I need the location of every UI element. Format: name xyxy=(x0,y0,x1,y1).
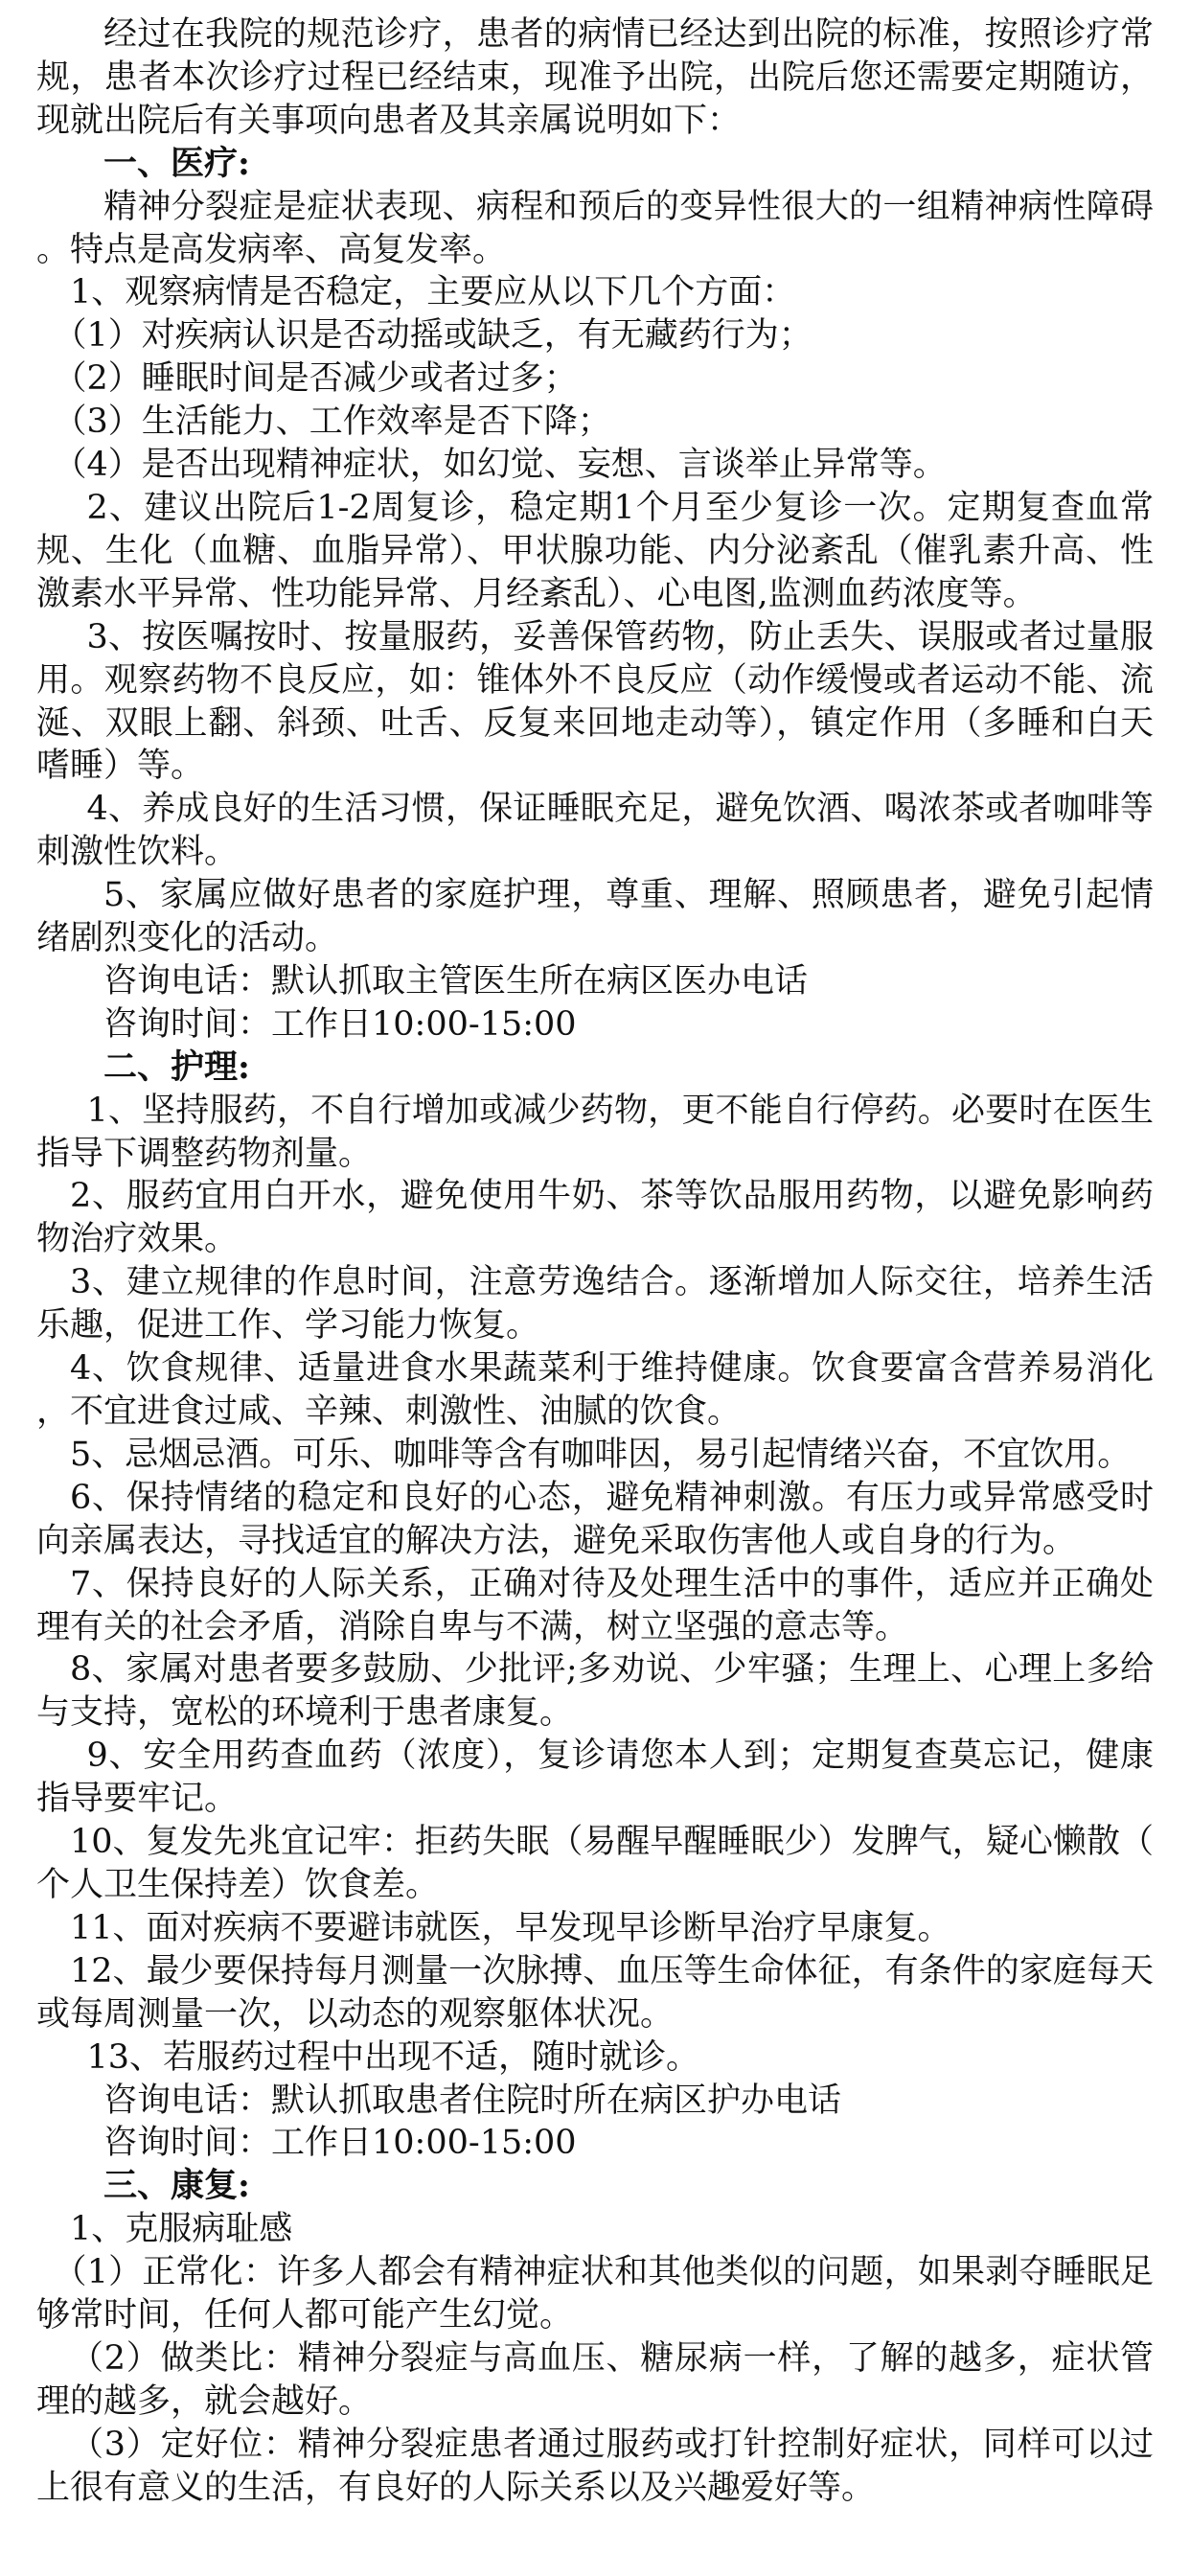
paragraph: 2、服药宜用白开水，避免使用牛奶、茶等饮品服用药物，以避免影响药物治疗效果。 xyxy=(36,1177,1154,1259)
paragraph: 9、安全用药查血药（浓度），复诊请您本人到；定期复查莫忘记，健康指导要牢记。 xyxy=(36,1736,1154,1819)
paragraph: 1、克服病耻感 xyxy=(70,2210,293,2249)
paragraph: 12、最少要保持每月测量一次脉搏、血压等生命体征，有条件的家庭每天或每周测量一次，以动态的观察躯体状况。 xyxy=(36,1951,1154,2034)
paragraph: 13、若服药过程中出现不适，随时就诊。 xyxy=(86,2037,700,2077)
section-heading-rehabilitation: 三、康复: xyxy=(103,2166,250,2206)
paragraph: （4）是否出现精神症状，如幻觉、妄想、言谈举止异常等。 xyxy=(53,446,947,485)
consult-phone: 咨询电话：默认抓取主管医生所在病区医办电话 xyxy=(103,961,809,1000)
paragraph: （2）睡眠时间是否减少或者过多； xyxy=(53,359,578,399)
intro-paragraph: 经过在我院的规范诊疗，患者的病情已经达到出院的标准，按照诊疗常规，患者本次诊疗过程已经结束，现准予出院，出院后您还需要定期随访，现就出院后有关事项向患者及其亲属说明如下： xyxy=(36,15,1154,140)
paragraph: 7、保持良好的人际关系，正确对待及处理生活中的事件，适应并正确处理有关的社会矛盾，消除自卑与不满，树立坚强的意志等。 xyxy=(36,1564,1154,1646)
paragraph: 1、观察病情是否稳定，主要应从以下几个方面： xyxy=(70,273,796,312)
paragraph: 10、复发先兆宜记牢：拒药失眠（易醒早醒睡眠少）发脾气，疑心懒散（个人卫生保持差）饮食差。 xyxy=(36,1823,1154,1904)
paragraph: 5、忌烟忌酒。可乐、咖啡等含有咖啡因，易引起情绪兴奋，不宜饮用。 xyxy=(70,1435,1132,1474)
paragraph: 4、饮食规律、适量进食水果蔬菜利于维持健康。饮食要富含营养易消化，不宜进食过咸、辛辣、刺激性、油腻的饮食。 xyxy=(36,1349,1154,1431)
consult-phone: 咨询电话：默认抓取患者住院时所在病区护办电话 xyxy=(103,2081,842,2120)
paragraph: 3、建立规律的作息时间，注意劳逸结合。逐渐增加人际交往，培养生活乐趣，促进工作、学习能力恢复。 xyxy=(36,1263,1154,1346)
paragraph: 11、面对疾病不要避讳就医，早发现早诊断早治疗早康复。 xyxy=(70,1908,951,1947)
paragraph: （3）生活能力、工作效率是否下降； xyxy=(53,402,611,442)
paragraph: 1、坚持服药，不自行增加或减少药物，更不能自行停药。必要时在医生指导下调整药物剂量。 xyxy=(36,1091,1154,1173)
paragraph: 精神分裂症是症状表现、病程和预后的变异性很大的一组精神病性障碍。特点是高发病率、高复发率。 xyxy=(36,187,1154,269)
consult-time: 咨询时间：工作日10:00-15:00 xyxy=(103,1004,577,1044)
paragraph: 4、养成良好的生活习惯，保证睡眠充足，避免饮酒、喝浓茶或者咖啡等刺激性饮料。 xyxy=(36,790,1154,872)
paragraph: 3、按医嘱按时、按量服药，妥善保管药物，防止丢失、误服或者过量服用。观察药物不良反应，如：锥体外不良反应（动作缓慢或者运动不能、流涎、双眼上翻、斜颈、吐舌、反复来回地走动等），镇定作用（多睡和白天嗜睡）等。 xyxy=(36,617,1154,786)
paragraph: 6、保持情绪的稳定和良好的心态，避免精神刺激。有压力或异常感受时向亲属表达，寻找适宜的解决方法，避免采取伤害他人或自身的行为。 xyxy=(36,1478,1154,1560)
paragraph: （1）正常化：许多人都会有精神症状和其他类似的问题，如果剥夺睡眠足够常时间，任何人都可能产生幻觉。 xyxy=(36,2253,1154,2335)
consult-time: 咨询时间：工作日10:00-15:00 xyxy=(103,2124,577,2163)
paragraph: 5、家属应做好患者的家庭护理，尊重、理解、照顾患者，避免引起情绪剧烈变化的活动。 xyxy=(36,876,1154,958)
paragraph: （2）做类比：精神分裂症与高血压、糖尿病一样，了解的越多，症状管理的越多，就会越好。 xyxy=(36,2338,1154,2421)
paragraph: （3）定好位：精神分裂症患者通过服药或打针控制好症状，同样可以过上很有意义的生活，有良好的人际关系以及兴趣爱好等。 xyxy=(36,2425,1154,2507)
paragraph: （1）对疾病认识是否动摇或缺乏，有无藏药行为； xyxy=(53,316,812,356)
section-heading-nursing: 二、护理: xyxy=(103,1046,250,1087)
section-heading-medical: 一、医疗: xyxy=(103,143,250,183)
paragraph: 8、家属对患者要多鼓励、少批评;多劝说、少牢骚；生理上、心理上多给与支持，宽松的环境利于患者康复。 xyxy=(36,1650,1154,1733)
paragraph: 2、建议出院后1-2周复诊，稳定期1个月至少复诊一次。定期复查血常规、生化（血糖、血脂异常）、甲状腺功能、内分泌紊乱（催乳素升高、性激素水平异常、性功能异常、月经紊乱）、心电图,监测血药浓度等。 xyxy=(36,488,1154,613)
